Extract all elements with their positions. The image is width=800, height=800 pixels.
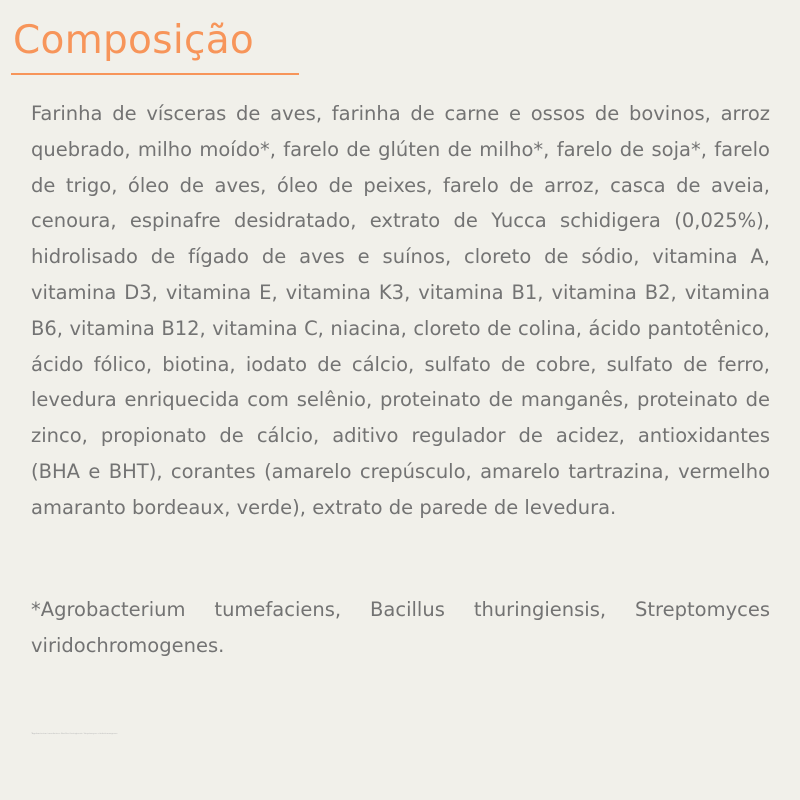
page-title: Composição — [13, 18, 255, 63]
composition-text: Farinha de vísceras de aves, farinha de carne e ossos de bovinos, arroz quebrado, milho moído*, farelo de glúten de milho*, farelo de soja*, farelo de trigo, óleo de aves, óleo de peixes, farelo de arroz, casca de aveia, cenoura, espinafre desidratado, extrato de Yucca schidigera (0,025%), hidrolisado de fígado de aves e suínos, cloreto de sódio, vitamina A, vitamina D3, vitamina E, vitamina K3, vitamina B1, vitamina B2, vitamina B6, vitamina B12, vitamina C, niacina, cloreto de colina, ácido pantotênico, ácido fólico, biotina, iodato de cálcio, sulfato de cobre, sulfato de ferro, levedura enriquecida com selênio, proteinato de manganês, proteinato de zinco, propionato de cálcio, aditivo regulador de acidez, antioxidantes (BHA e BHT), corantes (amarelo crepúsculo, amarelo tartrazina, vermelho amaranto bordeaux, verde), extrato de parede de levedura. — [31, 102, 770, 519]
footnote-text: *Agrobacterium tumefaciens, Bacillus thuringiensis, Streptomyces viridochromogenes. — [31, 598, 770, 657]
tiny-footnote-repeat: *Agrobacterium tumefaciens, Bacillus thuringiensis, Streptomyces viridochromogenes. — [31, 733, 118, 735]
title-underline — [11, 73, 299, 75]
